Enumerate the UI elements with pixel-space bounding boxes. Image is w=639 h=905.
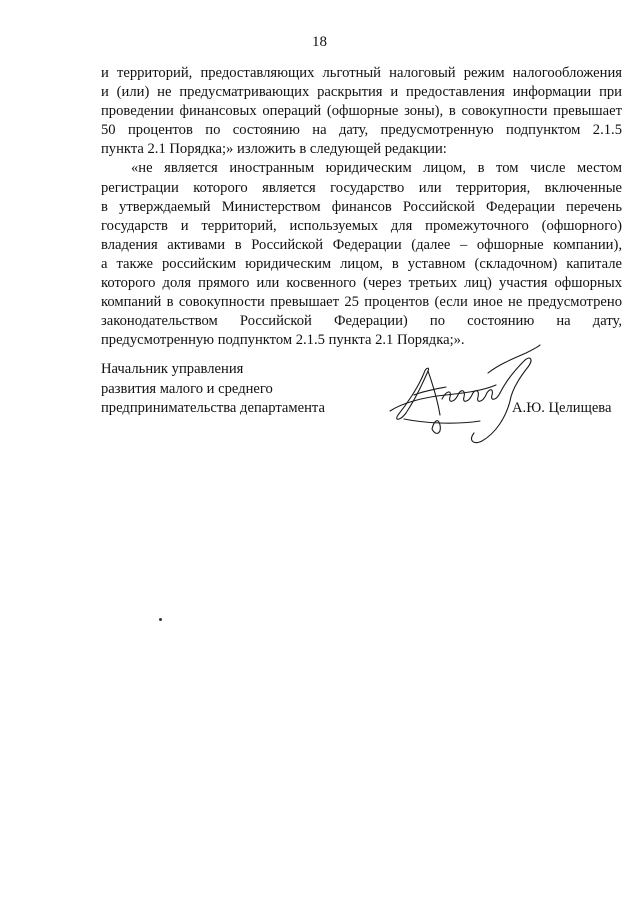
- handwritten-signature: [384, 333, 544, 448]
- text-line: проведении финансовых операций (офшорные зоны), в совокупности превышает: [101, 103, 622, 120]
- text-line: в утверждаемый Министерством финансов Российской Федерации перечень: [101, 198, 622, 215]
- signatory-position: [101, 360, 401, 419]
- signatory-name: А.Ю. Целищева: [512, 400, 612, 416]
- signatory-position-line: развития малого и среднего: [101, 380, 273, 397]
- text-line: «не является иностранным юридическим лицом, в том числе местом: [131, 160, 622, 177]
- text-line: пункта 2.1 Порядка;» изложить в следующей редакции:: [101, 141, 447, 158]
- text-line: а также российским юридическим лицом, в уставном (складочном) капитале: [101, 255, 622, 272]
- text-line: регистрации которого является государство или территория, включенные: [101, 179, 622, 196]
- text-line: предусмотренную подпунктом 2.1.5 пункта 2.1 Порядка;».: [101, 332, 465, 349]
- document-body: [101, 64, 622, 350]
- text-line: и территорий, предоставляющих льготный налоговый режим налогообложения: [101, 65, 622, 81]
- text-line: которого доля прямого или косвенного (через третьих лиц) участия офшорных: [101, 275, 622, 292]
- text-line: компаний в совокупности превышает 25 процентов (если иное не предусмотрено: [101, 294, 622, 311]
- signatory-position-line: предпринимательства департамента: [101, 400, 325, 416]
- text-line: и (или) не предусматривающих раскрытия и предоставления информации при: [101, 84, 622, 101]
- paragraph-amendment: [101, 159, 622, 350]
- text-line: законодательством Российской Федерации) по состоянию на дату,: [101, 313, 622, 330]
- paragraph-continuation: [101, 64, 622, 159]
- signatory-position-line: Начальник управления: [101, 361, 244, 377]
- text-line: владения активами в Российской Федерации (далее – офшорные компании),: [101, 236, 622, 253]
- text-line: 50 процентов по состоянию на дату, предусмотренную подпунктом 2.1.5: [101, 122, 622, 139]
- page-number: 18: [312, 34, 327, 50]
- text-line: государств и территорий, используемых для промежуточного (офшорного): [101, 217, 622, 234]
- scan-dot: [159, 618, 162, 621]
